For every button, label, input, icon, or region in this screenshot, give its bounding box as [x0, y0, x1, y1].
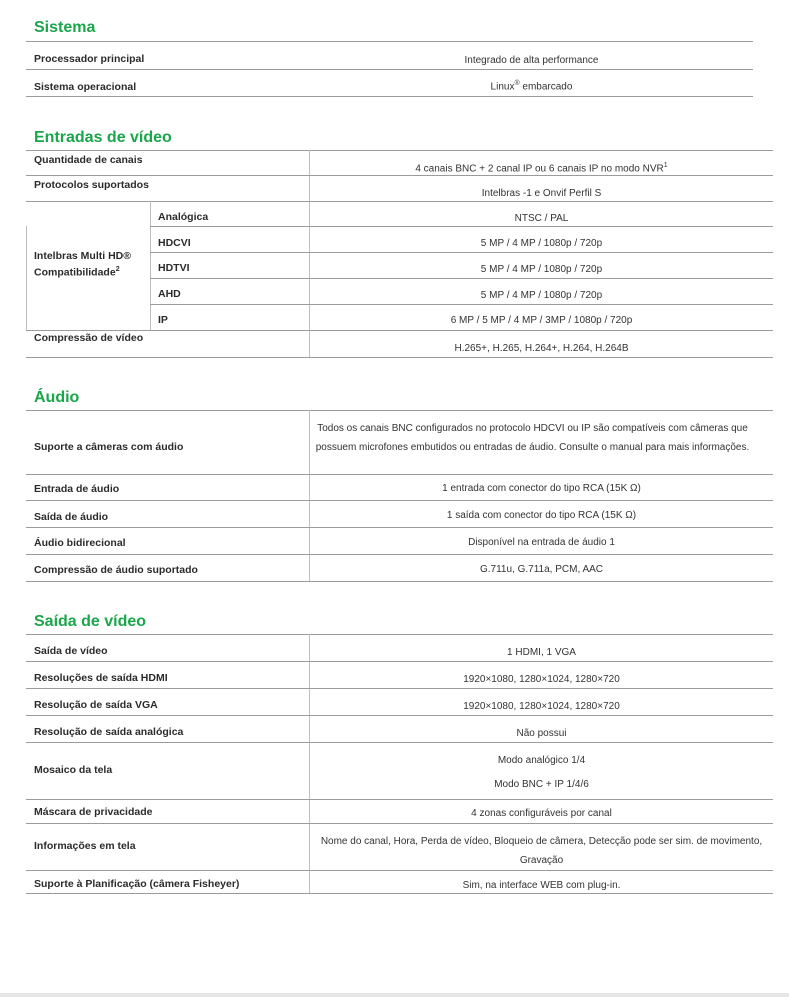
spec-value: Sim, na interface WEB com plug-in.: [462, 880, 621, 891]
divider: [26, 893, 773, 894]
section-title-saida-video: Saída de vídeo: [34, 613, 147, 630]
column-divider: [309, 150, 310, 358]
divider: [26, 330, 773, 331]
compat-type-label: HDCVI: [158, 237, 191, 249]
divider: [26, 150, 773, 151]
divider: [26, 742, 773, 743]
divider: [26, 688, 773, 689]
divider: [26, 96, 753, 97]
spec-value: Intelbras -1 e Onvif Perfil S: [481, 188, 602, 199]
divider: [26, 634, 773, 635]
spec-label: Compressão de vídeo: [34, 332, 144, 344]
group-border: [150, 201, 151, 330]
spec-value: 4 canais BNC + 2 canal IP ou 6 canais IP no modo NVR$^1$: [415, 162, 668, 175]
spec-value: Modo analógico 1/4: [497, 755, 586, 766]
column-divider: [309, 410, 310, 582]
compat-type-value: NTSC / PAL: [514, 213, 569, 224]
compat-type-label: AHD: [158, 288, 181, 300]
compat-type-label: IP: [158, 314, 168, 326]
spec-value: Modo BNC + IP 1/4/6: [494, 779, 589, 790]
spec-label: Resolução de saída analógica: [34, 726, 184, 738]
divider: [26, 823, 773, 824]
spec-label: Entrada de áudio: [34, 483, 120, 495]
divider: [26, 581, 773, 582]
spec-value: 1 HDMI, 1 VGA: [507, 647, 576, 658]
divider: [26, 410, 773, 411]
spec-value: Todos os canais BNC configurados no protocolo HDCVI ou IP são compatíveis com câmeras que possuem microfones embutidos ou entradas de áudio. Consulte o manual para mais informações.: [315, 423, 750, 453]
spec-label: Suporte à Planificação (câmera Fisheyer): [34, 878, 240, 890]
divider: [26, 500, 773, 501]
section-title-audio: Áudio: [34, 389, 80, 406]
spec-value: Não possui: [516, 728, 567, 739]
divider: [26, 175, 773, 176]
spec-value: 1920×1080, 1280×1024, 1280×720: [463, 701, 620, 712]
page-bottom-bar: [0, 993, 789, 997]
spec-value: H.265+, H.265, H.264+, H.264, H.264B: [454, 343, 629, 354]
spec-label: Mosaico da tela: [34, 764, 113, 776]
spec-label: Resolução de saída VGA: [34, 699, 158, 711]
divider: [26, 870, 773, 871]
divider: [26, 554, 773, 555]
spec-value: 1 saída com conector do tipo RCA (15K Ω): [446, 510, 637, 521]
divider: [26, 357, 773, 358]
spec-label: Saída de áudio: [34, 511, 109, 523]
compat-type-value: 5 MP / 4 MP / 1080p / 720p: [480, 264, 603, 275]
spec-label: Áudio bidirecional: [34, 537, 126, 549]
spec-value: Integrado de alta performance: [464, 55, 599, 66]
spec-label: Processador principal: [34, 53, 145, 65]
section-title-entradas-video: Entradas de vídeo: [34, 129, 172, 146]
spec-value: 4 zonas configuráveis por canal: [471, 808, 612, 819]
spec-label: Quantidade de canais: [34, 154, 143, 166]
spec-label: Compressão de áudio suportado: [34, 564, 198, 576]
compat-label: Intelbras Multi HD® Compatibilidade$^2$: [34, 250, 131, 279]
spec-value: Nome do canal, Hora, Perda de vídeo, Bloqueio de câmera, Detecção pode ser sim. de movimento, Gravação: [320, 836, 763, 866]
compat-type-value: 5 MP / 4 MP / 1080p / 720p: [480, 238, 603, 249]
spec-value: G.711u, G.711a, PCM, AAC: [479, 564, 604, 575]
spec-label: Suporte a câmeras com áudio: [34, 441, 184, 453]
divider: [26, 527, 773, 528]
divider: [26, 41, 753, 42]
spec-label: Máscara de privacidade: [34, 806, 153, 818]
spec-label: Informações em tela: [34, 840, 136, 852]
divider: [150, 278, 773, 279]
divider: [150, 304, 773, 305]
divider: [26, 201, 773, 202]
section-title-sistema: Sistema: [34, 19, 96, 36]
compat-type-value: 5 MP / 4 MP / 1080p / 720p: [480, 290, 603, 301]
spec-value: 1920×1080, 1280×1024, 1280×720: [463, 674, 620, 685]
divider: [26, 474, 773, 475]
spec-value: Disponível na entrada de áudio 1: [468, 537, 615, 548]
spec-label: Resoluções de saída HDMI: [34, 672, 168, 684]
spec-value: Linux® embarcado: [490, 80, 573, 93]
divider: [26, 661, 773, 662]
spec-label: Saída de vídeo: [34, 645, 108, 657]
spec-label: Protocolos suportados: [34, 179, 149, 191]
divider: [150, 226, 773, 227]
spec-label: Sistema operacional: [34, 81, 137, 93]
group-border: [26, 226, 27, 330]
compat-type-label: HDTVI: [158, 262, 190, 274]
spec-value: 1 entrada com conector do tipo RCA (15K Ω): [442, 483, 641, 494]
divider: [26, 799, 773, 800]
divider: [26, 715, 773, 716]
divider: [150, 252, 773, 253]
compat-type-label: Analógica: [158, 211, 209, 223]
compat-type-value: 6 MP / 5 MP / 4 MP / 3MP / 1080p / 720p: [450, 315, 633, 326]
divider: [26, 69, 753, 70]
